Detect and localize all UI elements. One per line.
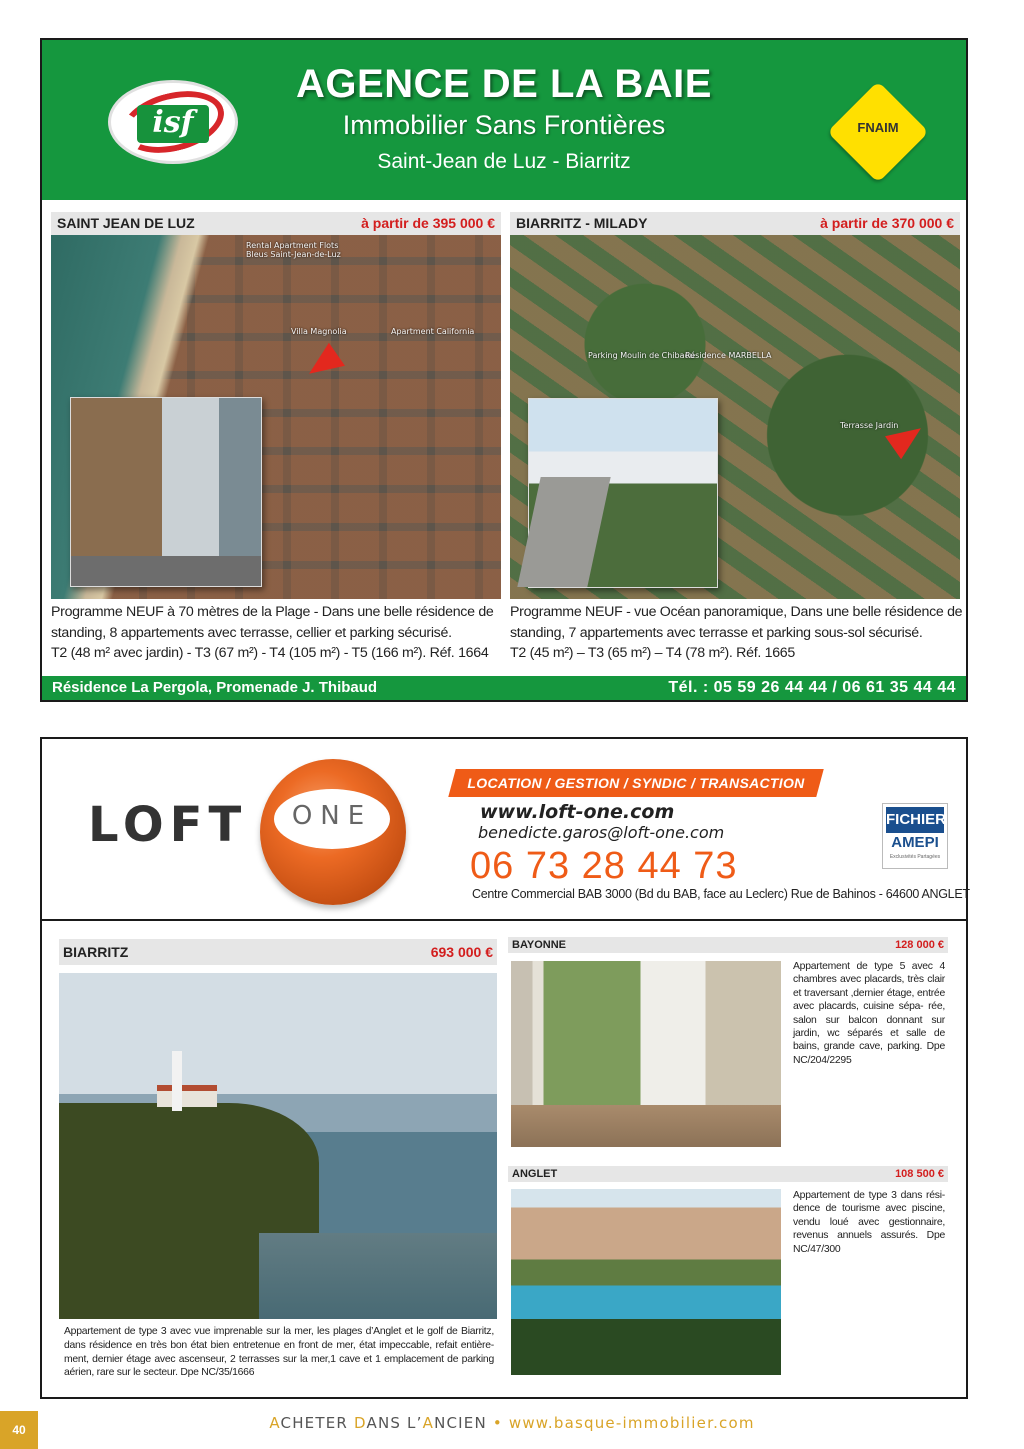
listing-description-biarritz-milady [510, 602, 962, 664]
listing-text-bayonne: Appartement de type 5 avec 4 chambres avec placards, très clair et traversant ,dernier étage, entrée avec placards, cuisine sépa- rée, salon sur balcon donnant sur jardin, wc séparés et salle de bains, grande cave, parking. Dpe NC/204/2295 [793, 961, 945, 1066]
map-label: Résidence MARBELLA [685, 351, 772, 360]
agency-address: Centre Commercial BAB 3000 (Bd du BAB, face au Leclerc) Rue de Bahinos - 64600 ANGLET [472, 887, 970, 901]
street-photo-biarritz-milady [528, 398, 718, 588]
email-link[interactable]: benedicte.garos@loft-one.com [478, 823, 725, 842]
listing-header-saint-jean-de-luz [51, 212, 501, 235]
description-line: Programme NEUF à 70 mètres de la Plage - Dans une belle résidence de [51, 604, 494, 620]
rocks [259, 1233, 497, 1319]
lighthouse-photo-biarritz [59, 973, 497, 1319]
description-line: standing, 7 appartements avec terrasse et parking sous-sol sécurisé. [510, 624, 923, 641]
listing-location: BIARRITZ [63, 944, 129, 960]
living-room-photo-bayonne [511, 961, 781, 1147]
agency-footer [42, 676, 966, 700]
amepi-line1: FICHIER [886, 807, 944, 833]
listing-location: BAYONNE [512, 939, 566, 951]
agence-de-la-baie-ad [40, 38, 968, 702]
map-label: Villa Magnolia [291, 327, 347, 336]
agency-header [42, 40, 966, 200]
page-number: 40 [0, 1411, 38, 1449]
footer-word: CHETER [280, 1414, 354, 1432]
listing-text-biarritz: Appartement de type 3 avec vue imprenable sur la mer, les plages d’Anglet et le golf de Biarritz, dans résidence en très bon état bien entretenue en front de mer, état impeccable, refait entière- ment, dernier étage avec ascenseur, 2 terrasses sur la mer,1 cave et 1 emplacement de parking aérien, rare sur le secteur. Dpe NC/35/1666 [64, 1326, 494, 1379]
services-label: LOCATION / GESTION / SYNDIC / TRANSACTION [467, 775, 805, 791]
amepi-line3: Exclusivités Partagées [889, 854, 941, 860]
description-line: T2 (45 m²) – T3 (65 m²) – T4 (78 m²). Réf. 1665 [510, 645, 795, 661]
agency-subtitle: Immobilier Sans Frontières [342, 110, 666, 140]
footer-word: ANS L’ [366, 1414, 423, 1432]
description-line: T2 (48 m² avec jardin) - T3 (67 m²) - T4 (105 m²) - T5 (166 m²). Réf. 1664 [51, 645, 489, 661]
isf-logo-mark: isf [137, 105, 209, 143]
map-label: Bleus Saint-Jean-de-Luz [246, 250, 341, 259]
loft-logo-text: LOFT [88, 797, 248, 853]
fnaim-label: FNAIM [857, 120, 899, 135]
listing-price: 108 500 € [895, 1168, 944, 1180]
footer-word: NCIEN [434, 1414, 487, 1432]
map-label: Parking Moulin de Chibaou [588, 351, 695, 360]
page-footer [0, 1414, 1024, 1432]
house [157, 1085, 217, 1107]
listing-price: à partir de 370 000 € [820, 215, 954, 231]
listing-header-biarritz [59, 939, 497, 965]
listing-header-bayonne [508, 937, 948, 953]
map-label: Rental Apartment Flots [246, 241, 339, 250]
listing-price: à partir de 395 000 € [361, 215, 495, 231]
agency-phone: Tél. : 05 59 26 44 44 / 06 61 35 44 44 [668, 679, 956, 696]
amepi-logo [882, 803, 948, 869]
agency-title: AGENCE DE LA BAIE [296, 62, 712, 106]
listing-price: 128 000 € [895, 939, 944, 951]
listing-header-biarritz-milady [510, 212, 960, 235]
listing-location: ANGLET [512, 1168, 558, 1180]
listing-header-anglet [508, 1166, 948, 1182]
building-photo-saint-jean-de-luz [70, 397, 262, 587]
listing-location: BIARRITZ - MILADY [516, 215, 648, 231]
map-label: Apartment California [391, 327, 475, 336]
listing-text-anglet: Appartement de type 3 dans rési- dence de tourisme avec piscine, vendu loué avec gestionnaire, revenus annuels assurés. Dpe NC/47/300 [793, 1190, 945, 1255]
phone-number: 06 73 28 44 73 [470, 845, 738, 887]
listing-description-saint-jean-de-luz [51, 602, 503, 664]
amepi-line2: AMEPI [891, 834, 939, 851]
loft-logo-one: ONE [291, 801, 373, 831]
divider [42, 919, 966, 921]
website-link[interactable]: www.loft-one.com [480, 801, 675, 823]
footer-url[interactable]: www.basque-immobilier.com [508, 1414, 755, 1432]
footer-initial: A [269, 1414, 281, 1432]
agency-cities: Saint-Jean de Luz - Biarritz [377, 150, 631, 173]
footer-initial: A [422, 1414, 435, 1432]
agency-address: Résidence La Pergola, Promenade J. Thibaud [52, 679, 378, 696]
loft-one-ad [40, 737, 968, 1399]
description-line: Programme NEUF - vue Océan panoramique, Dans une belle résidence de [510, 604, 963, 620]
lighthouse [172, 1051, 182, 1111]
description-line: standing, 8 appartements avec terrasse, cellier et parking sécurisé. [51, 624, 452, 641]
pool-photo-anglet [511, 1189, 781, 1375]
footer-initial: D [353, 1414, 367, 1432]
listing-location: SAINT JEAN DE LUZ [57, 215, 195, 231]
map-label: Terrasse Jardin [840, 421, 899, 430]
footer-bullet: • [486, 1414, 509, 1432]
listing-price: 693 000 € [430, 944, 493, 960]
